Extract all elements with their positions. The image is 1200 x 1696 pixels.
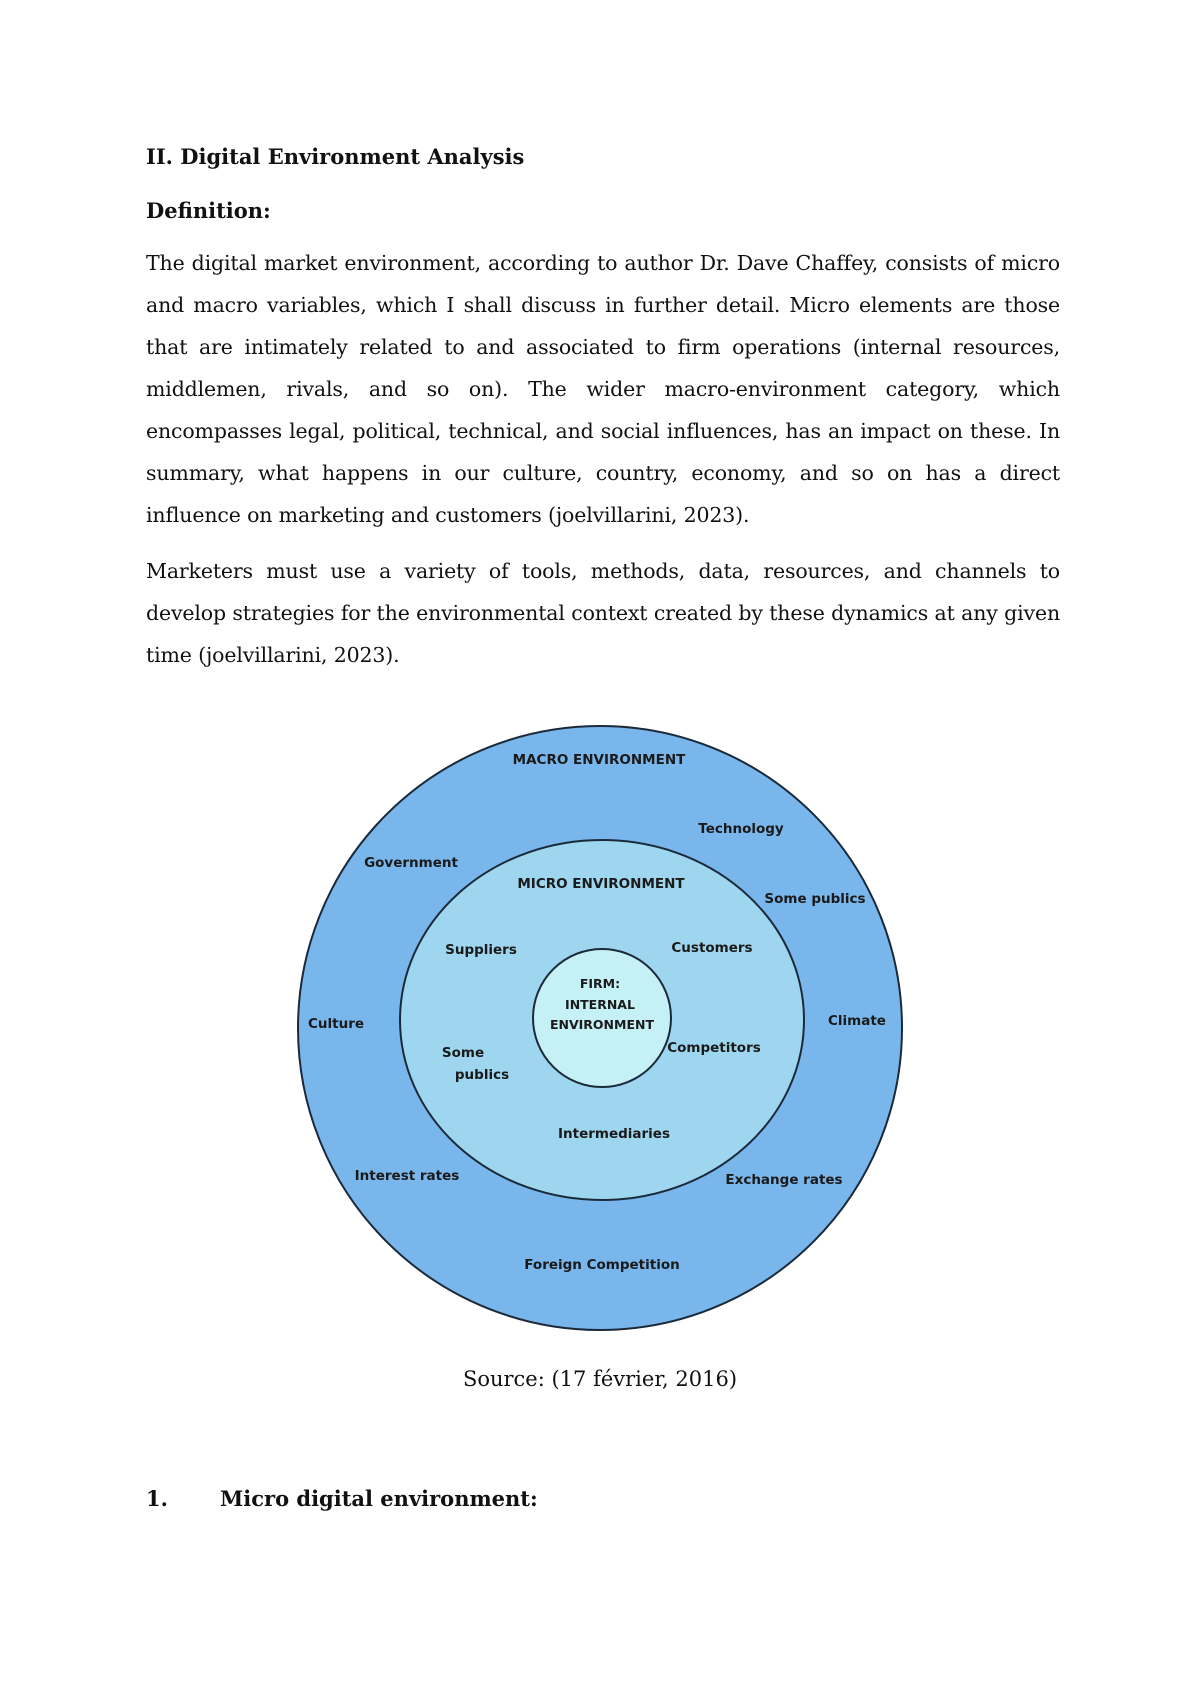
macro-item-exchange-rates: Exchange rates — [725, 1172, 843, 1188]
macro-item-climate: Climate — [828, 1013, 886, 1029]
environment-diagram-svg — [290, 718, 910, 1338]
macro-item-culture: Culture — [307, 1016, 365, 1032]
section-1-heading — [146, 1484, 538, 1514]
environment-diagram — [290, 718, 910, 1338]
micro-item-suppliers: Suppliers — [445, 942, 517, 958]
firm-label-line-2: INTERNAL — [565, 997, 635, 1012]
micro-item-publics: publics — [454, 1067, 510, 1083]
macro-item-foreign-competition: Foreign Competition — [524, 1257, 680, 1273]
paragraph-2: Marketers must use a variety of tools, methods, data, resources, and channels to develop strategies for the environmental context created by these dynamics at any given time (joelvillarini, 2023). — [146, 559, 1060, 667]
firm-label-line-1: FIRM: — [579, 976, 621, 991]
micro-item-competitors: Competitors — [667, 1040, 761, 1056]
micro-item-some: Some — [441, 1045, 485, 1061]
document-body — [146, 142, 1060, 676]
paragraph-1: The digital market environment, according to author Dr. Dave Chaffey, consists of micro and macro variables, which I shall discuss in further detail. Micro elements are those that are intimately related to and associated to firm operations (internal resources, middlemen, rivals, and so on). The wider macro-environment category, which encompasses legal, political, technical, and social influences, has an impact on these. In summary, what happens in our culture, country, economy, and so on has a direct influence on marketing and customers (joelvillarini, 2023). — [146, 251, 1060, 527]
macro-item-technology: Technology — [698, 821, 784, 837]
macro-title: MACRO ENVIRONMENT — [512, 752, 686, 768]
micro-title: MICRO ENVIRONMENT — [517, 876, 685, 892]
micro-item-customers: Customers — [671, 940, 753, 956]
micro-item-intermediaries: Intermediaries — [557, 1126, 671, 1142]
firm-label-line-3: ENVIRONMENT — [549, 1017, 655, 1032]
macro-item-interest-rates: Interest rates — [354, 1168, 460, 1184]
macro-item-some-publics: Some publics — [764, 891, 866, 907]
section-heading: II. Digital Environment Analysis — [146, 144, 525, 169]
section-1-number: 1. — [146, 1486, 168, 1511]
definition-label: Definition: — [146, 198, 271, 223]
section-1-title: Micro digital environment: — [220, 1486, 538, 1511]
macro-item-government: Government — [364, 855, 458, 871]
figure-caption: Source: (17 février, 2016) — [462, 1367, 738, 1391]
